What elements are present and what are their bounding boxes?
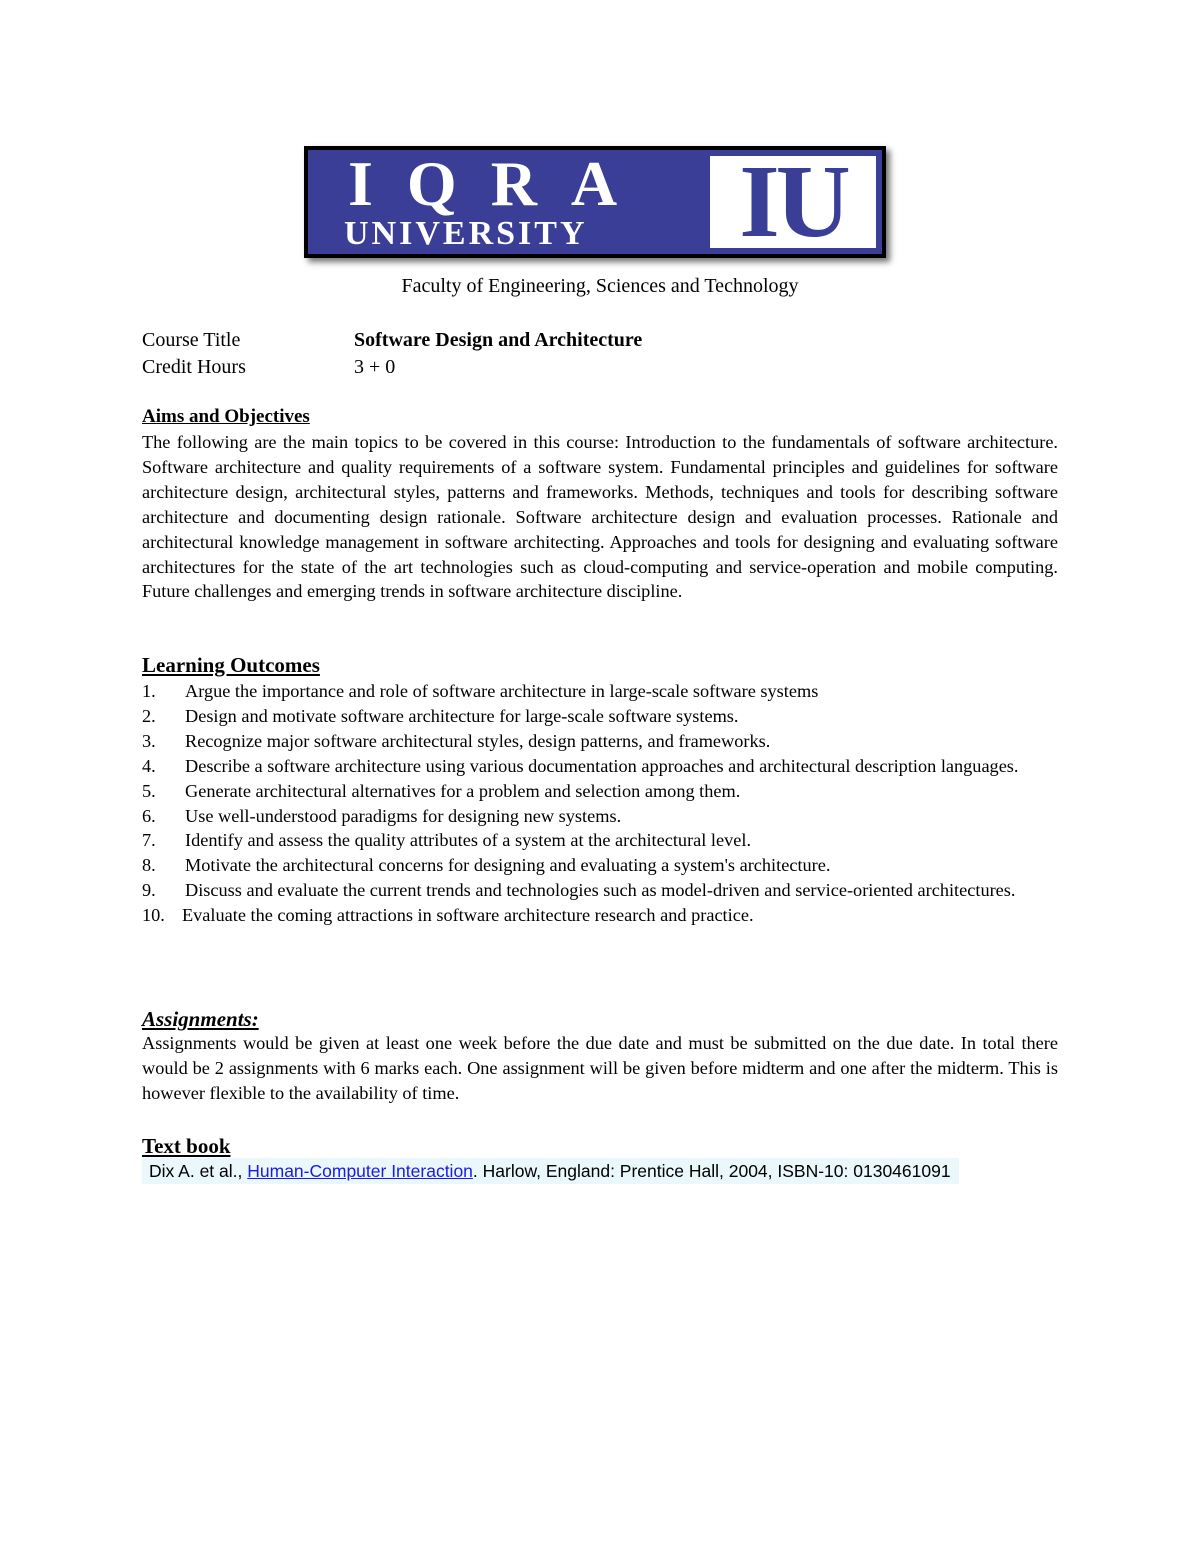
- outcome-item: [142, 754, 1058, 779]
- outcome-item: [142, 729, 1058, 754]
- logo-line-university: UNIVERSITY: [344, 215, 588, 252]
- textbook-heading: Text book: [142, 1134, 231, 1158]
- outcome-number: 3.: [142, 730, 156, 751]
- logo-iu-mark: [710, 146, 876, 258]
- outcome-text: Identify and assess the quality attributes of a system at the architectural level.: [185, 830, 752, 851]
- outcome-number: 5.: [142, 780, 156, 801]
- outcome-number: 2.: [142, 705, 156, 726]
- outcome-item: [142, 828, 1058, 853]
- outcome-item: [142, 779, 1058, 804]
- faculty-name: Faculty of Engineering, Sciences and Technology: [401, 275, 799, 297]
- textbook-author: Dix A. et al.,: [149, 1161, 243, 1181]
- outcome-text: Design and motivate software architecture for large-scale software systems.: [185, 705, 739, 726]
- outcome-number: 8.: [142, 855, 156, 876]
- outcome-number: 1.: [142, 681, 156, 701]
- outcome-number: 9.: [142, 880, 156, 901]
- outcome-number: 7.: [142, 830, 156, 851]
- course-title-label: Course Title: [142, 329, 241, 351]
- outcome-text: Describe a software architecture using various documentation approaches and architectural description languages.: [185, 755, 1019, 776]
- outcomes-list: [142, 679, 1058, 928]
- outcome-text: Argue the importance and role of software architecture in large-scale software systems: [185, 681, 819, 701]
- outcome-text: Use well-understood paradigms for designing new systems.: [185, 805, 622, 826]
- aims-heading: Aims and Objectives: [142, 406, 310, 427]
- outcome-item: [142, 804, 1058, 829]
- outcome-text: Evaluate the coming attractions in software architecture research and practice.: [182, 905, 754, 926]
- assignments-heading: Assignments:: [142, 1007, 259, 1031]
- university-logo: [304, 146, 886, 258]
- outcome-item: [142, 878, 1058, 903]
- logo-line-iqra: IQRA: [348, 148, 652, 219]
- textbook-publication: . Harlow, England: Prentice Hall, 2004, ISBN-10: 0130461091: [472, 1161, 951, 1181]
- outcome-number: 6.: [142, 805, 156, 826]
- textbook-title-link[interactable]: Human-Computer Interaction: [247, 1161, 473, 1181]
- outcome-text: Motivate the architectural concerns for designing and evaluating a system's architecture.: [185, 855, 831, 876]
- outcome-item: [142, 903, 1058, 928]
- credit-hours-value: 3 + 0: [354, 356, 396, 378]
- credit-hours-label: Credit Hours: [142, 356, 246, 378]
- outcome-item: [142, 704, 1058, 729]
- outcome-text: Generate architectural alternatives for a problem and selection among them.: [185, 780, 741, 801]
- outcome-text: Recognize major software architectural styles, design patterns, and frameworks.: [185, 730, 771, 751]
- textbook-citation: [142, 1158, 959, 1184]
- outcome-number: 4.: [142, 755, 156, 776]
- outcome-item: [142, 853, 1058, 878]
- aims-paragraph: The following are the main topics to be covered in this course: Introduction to the fundamentals of software architecture. Software architecture and quality requirements of a software system. Fundamental principles and guidelines for software architecture design, architectural styles, patterns and frameworks. Methods, techniques and tools for describing software architecture and documenting design rationale. Software architecture design and evaluation processes. Rationale and architectural knowledge management in software architecting. Approaches and tools for designing and evaluating software architectures for the state of the art technologies such as cloud-computing and service-operation and mobile computing. Future challenges and emerging trends in software architecture discipline.: [142, 432, 1058, 602]
- assignments-paragraph: Assignments would be given at least one week before the due date and must be submitted on the due date. In total there would be 2 assignments with 6 marks each. One assignment will be given before midterm and one after the midterm. This is however flexible to the availability of time.: [142, 1033, 1058, 1103]
- outcome-text: Discuss and evaluate the current trends and technologies such as model-driven and service-oriented architectures.: [185, 880, 1016, 901]
- outcomes-heading: Learning Outcomes: [142, 653, 320, 677]
- outcome-number: 10.: [142, 905, 165, 926]
- outcome-item: [142, 679, 1058, 704]
- course-title-value: Software Design and Architecture: [354, 329, 643, 351]
- logo-iu-text: IU: [739, 146, 847, 258]
